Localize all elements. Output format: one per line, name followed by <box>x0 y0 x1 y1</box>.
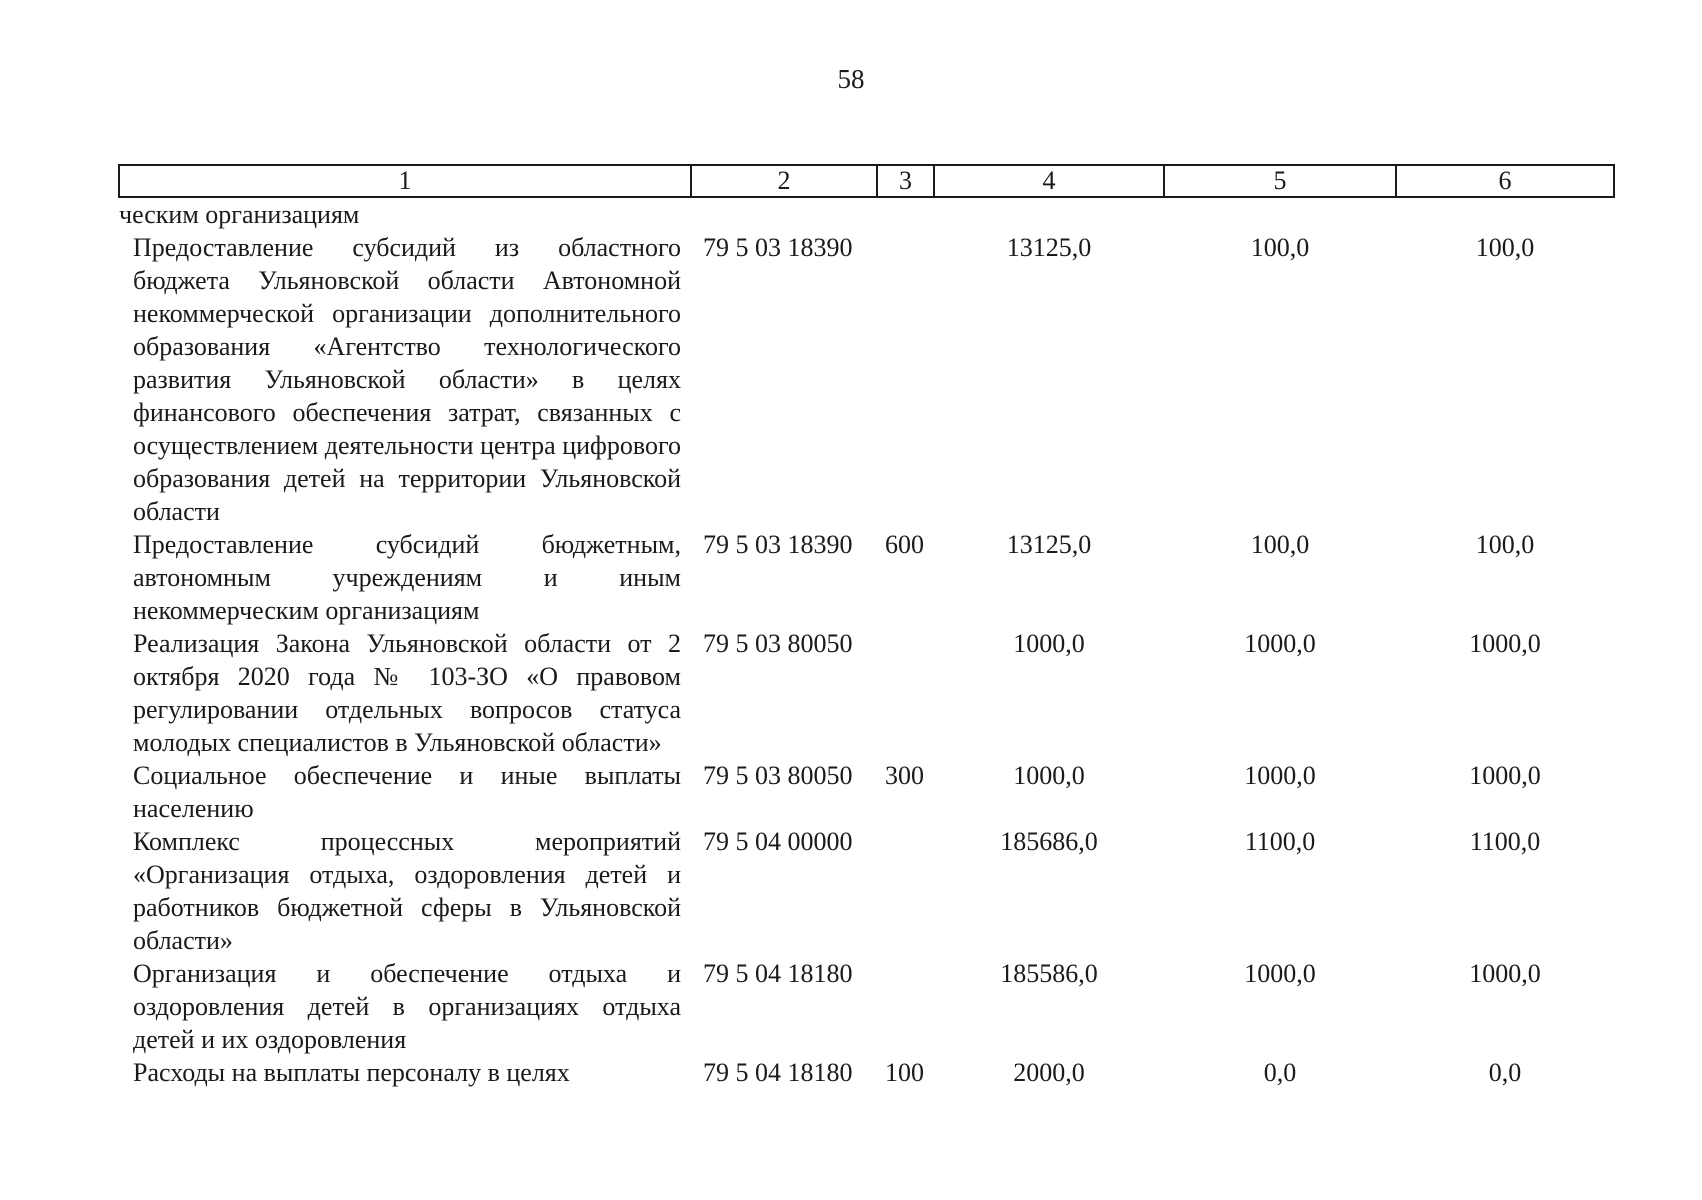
row-expense-type <box>877 231 934 528</box>
row-expense-type: 100 <box>885 1058 924 1087</box>
row-amount-col5: 100,0 <box>1250 530 1310 559</box>
row-amount-col5: 1100,0 <box>1244 827 1316 856</box>
row-description: Комплекс процессных мероприятий «Организация отдыха, оздоровления детей и работников бюджетной сферы в Ульяновской области» <box>133 827 681 955</box>
row-amount-col4: 185586,0 <box>1000 959 1098 988</box>
row-target-code: 79 5 03 80050 <box>703 761 853 790</box>
table-row <box>119 627 1614 759</box>
table-row <box>119 759 1614 825</box>
row-amount-col4 <box>934 197 1164 231</box>
row-amount-col6: 100,0 <box>1475 530 1535 559</box>
row-expense-type <box>877 627 934 759</box>
page-number: 58 <box>837 64 865 94</box>
row-target-code: 79 5 04 18180 <box>703 1058 853 1087</box>
row-description: Реализация Закона Ульяновской области от 2 октября 2020 года № 103-ЗО «О правовом регулировании отдельных вопросов статуса молодых специалистов в Ульяновской области» <box>133 629 681 757</box>
row-description: Расходы на выплаты персоналу в целях <box>133 1058 570 1087</box>
header-row <box>119 165 1614 197</box>
header-col-6: 6 <box>1396 165 1614 197</box>
table-row <box>119 231 1614 528</box>
row-target-code: 79 5 04 18180 <box>703 959 853 988</box>
row-description: ческим организациям <box>119 200 360 229</box>
row-description: Социальное обеспечение и иные выплаты населению <box>133 761 681 823</box>
row-description: Организация и обеспечение отдыха и оздоровления детей в организациях отдыха детей и их оздоровления <box>133 959 681 1054</box>
row-description: Предоставление субсидий бюджетным, автономным учреждениям и иным некоммерческим организациям <box>133 530 681 625</box>
row-amount-col5: 1000,0 <box>1244 959 1316 988</box>
row-amount-col6: 1000,0 <box>1469 761 1541 790</box>
table-body <box>119 197 1614 1089</box>
row-amount-col6: 1100,0 <box>1469 827 1541 856</box>
row-amount-col5 <box>1164 197 1396 231</box>
header-col-5: 5 <box>1164 165 1396 197</box>
row-description: Предоставление субсидий из областного бюджета Ульяновской области Автономной некоммерческой организации дополнительного образования «Агентство технологического развития Ульяновской области» в целях финансового обеспечения затрат, связанных с осуществлением деятельности центра цифрового образования детей на территории Ульяновской области <box>133 233 681 526</box>
row-target-code: 79 5 03 18390 <box>703 530 853 559</box>
row-target-code: 79 5 03 18390 <box>703 233 853 262</box>
header-col-4: 4 <box>934 165 1164 197</box>
row-expense-type <box>877 197 934 231</box>
table-row <box>119 197 1614 231</box>
header-col-3: 3 <box>877 165 934 197</box>
row-amount-col4: 185686,0 <box>1000 827 1098 856</box>
header-col-2: 2 <box>691 165 877 197</box>
header-col-1: 1 <box>119 165 691 197</box>
row-amount-col5: 100,0 <box>1250 233 1310 262</box>
row-amount-col6 <box>1396 197 1614 231</box>
row-amount-col6: 100,0 <box>1475 233 1535 262</box>
table-row <box>119 528 1614 627</box>
row-target-code: 79 5 04 00000 <box>703 827 853 856</box>
table-header <box>119 165 1614 197</box>
row-target-code <box>691 197 877 231</box>
row-amount-col4: 1000,0 <box>1013 761 1085 790</box>
row-amount-col5: 1000,0 <box>1244 629 1316 658</box>
table-row <box>119 1056 1614 1089</box>
row-amount-col4: 13125,0 <box>1006 233 1092 262</box>
row-amount-col4: 2000,0 <box>1013 1058 1085 1087</box>
table-row <box>119 825 1614 957</box>
row-expense-type: 300 <box>885 761 924 790</box>
row-target-code: 79 5 03 80050 <box>703 629 853 658</box>
row-amount-col5: 0,0 <box>1263 1058 1297 1087</box>
table-row <box>119 957 1614 1056</box>
row-amount-col5: 1000,0 <box>1244 761 1316 790</box>
row-amount-col4: 13125,0 <box>1006 530 1092 559</box>
row-expense-type <box>877 825 934 957</box>
row-expense-type <box>877 957 934 1056</box>
row-amount-col6: 0,0 <box>1488 1058 1522 1087</box>
budget-table <box>118 164 1615 1089</box>
row-amount-col6: 1000,0 <box>1469 959 1541 988</box>
row-amount-col4: 1000,0 <box>1013 629 1085 658</box>
row-amount-col6: 1000,0 <box>1469 629 1541 658</box>
row-expense-type: 600 <box>885 530 924 559</box>
